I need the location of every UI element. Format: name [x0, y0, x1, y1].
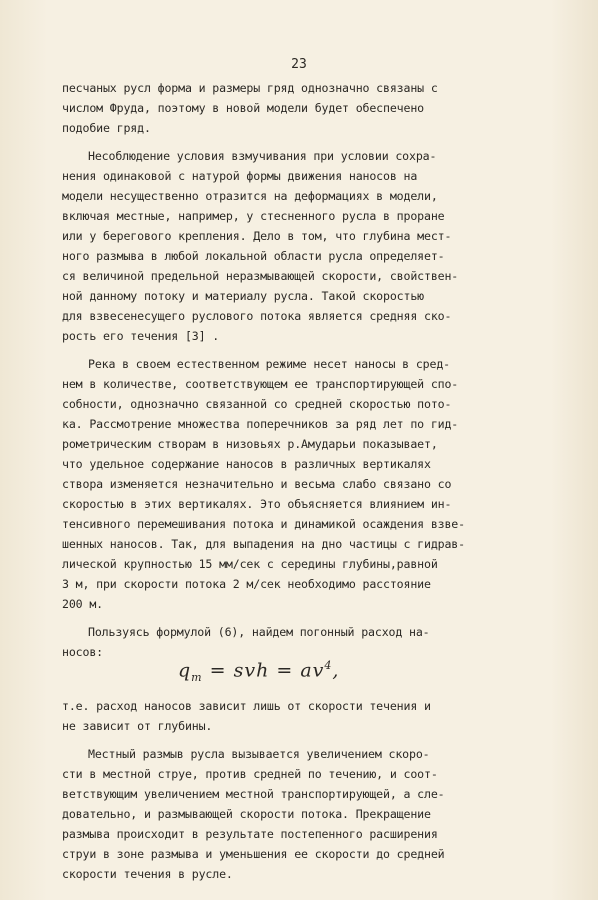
- text-line: скоростью в этих вертикалях. Это объясняется влиянием ин-: [62, 497, 452, 511]
- text-line: т.е. расход наносов зависит лишь от скорости течения и: [62, 699, 431, 713]
- text-line: размыва происходит в результате постепенного расширения: [62, 827, 438, 841]
- paragraph: [62, 78, 532, 138]
- formula-exponent: 4: [324, 659, 333, 672]
- text-line: шенных наносов. Так, для выпадения на дно частицы с гидрав-: [62, 537, 465, 551]
- text-line: Пользуясь формулой (6), найдем погонный расход на-: [88, 625, 430, 639]
- text-line: Местный размыв русла вызывается увеличением скоро-: [88, 747, 430, 761]
- text-line: нения одинаковой с натурой формы движения наносов на: [62, 169, 418, 183]
- text-line: струи в зоне размыва и уменьшения ее скорости до средней: [62, 847, 445, 861]
- text-line: для взвесенесущего руслового потока является средняя ско-: [62, 309, 452, 323]
- text-line: включая местные, например, у стесненного русла в проране: [62, 209, 445, 223]
- page-number: 23: [291, 57, 307, 72]
- paragraph: [62, 146, 532, 346]
- text-line: 3 м, при скорости потока 2 м/сек необходимо расстояние: [62, 577, 431, 591]
- text-line: ветствующим увеличением местной транспортирующей, а сле-: [62, 787, 445, 801]
- text-line: сти в местной струе, против средней по течению, и соот-: [62, 767, 438, 781]
- text-line: Река в своем естественном режиме несет наносы в сред-: [88, 357, 450, 371]
- text-line: ного размыва в любой локальной области русла определяет-: [62, 249, 445, 263]
- text-line: рость его течения [3] .: [62, 329, 220, 343]
- text-line: довательно, и размывающей скорости потока. Прекращение: [62, 807, 431, 821]
- formula-subscript: т: [191, 671, 203, 685]
- text-line: или у берегового крепления. Дело в том, что глубина мест-: [62, 229, 452, 243]
- body-text: [62, 78, 532, 892]
- paragraph: [62, 744, 532, 884]
- text-line: ся величиной предельной неразмывающей скорости, свойствен-: [62, 269, 459, 283]
- text-line: тенсивного перемешивания потока и динамикой осаждения взве-: [62, 517, 465, 531]
- text-line: что удельное содержание наносов в различных вертикалях: [62, 457, 431, 471]
- text-line: скорости течения в русле.: [62, 867, 233, 881]
- text-line: рометрическим створам в низовьях р.Амударьи показывает,: [62, 437, 438, 451]
- text-line: ной данному потоку и материалу русла. Такой скоростью: [62, 289, 424, 303]
- text-line: не зависит от глубины.: [62, 719, 213, 733]
- text-line: Несоблюдение условия взмучивания при условии сохра-: [88, 149, 437, 163]
- formula-tail: ,: [332, 659, 340, 682]
- text-line: лической крупностью 15 мм/сек с середины глубины,равной: [62, 557, 438, 571]
- text-line: носов:: [62, 645, 103, 659]
- text-line: собности, однозначно связанной со средней скоростью пото-: [62, 397, 452, 411]
- text-line: модели несущественно отразится на деформациях в модели,: [62, 189, 438, 203]
- text-line: песчаных русл форма и размеры гряд однозначно связаны с: [62, 81, 438, 95]
- paragraph: [62, 696, 532, 736]
- text-line: подобие гряд.: [62, 121, 151, 135]
- paragraph: [62, 354, 532, 614]
- formula-lhs: q: [178, 659, 192, 682]
- text-line: 200 м.: [62, 597, 103, 611]
- text-line: створа изменяется незначительно и весьма слабо связано со: [62, 477, 452, 491]
- text-line: нем в количестве, соответствующем ее транспортирующей спо-: [62, 377, 459, 391]
- text-line: ка. Рассмотрение множества поперечников за ряд лет по гид-: [62, 417, 459, 431]
- formula-rhs: = svh = av: [202, 659, 325, 682]
- formula: [178, 656, 532, 696]
- text-line: числом Фруда, поэтому в новой модели будет обеспечено: [62, 101, 424, 115]
